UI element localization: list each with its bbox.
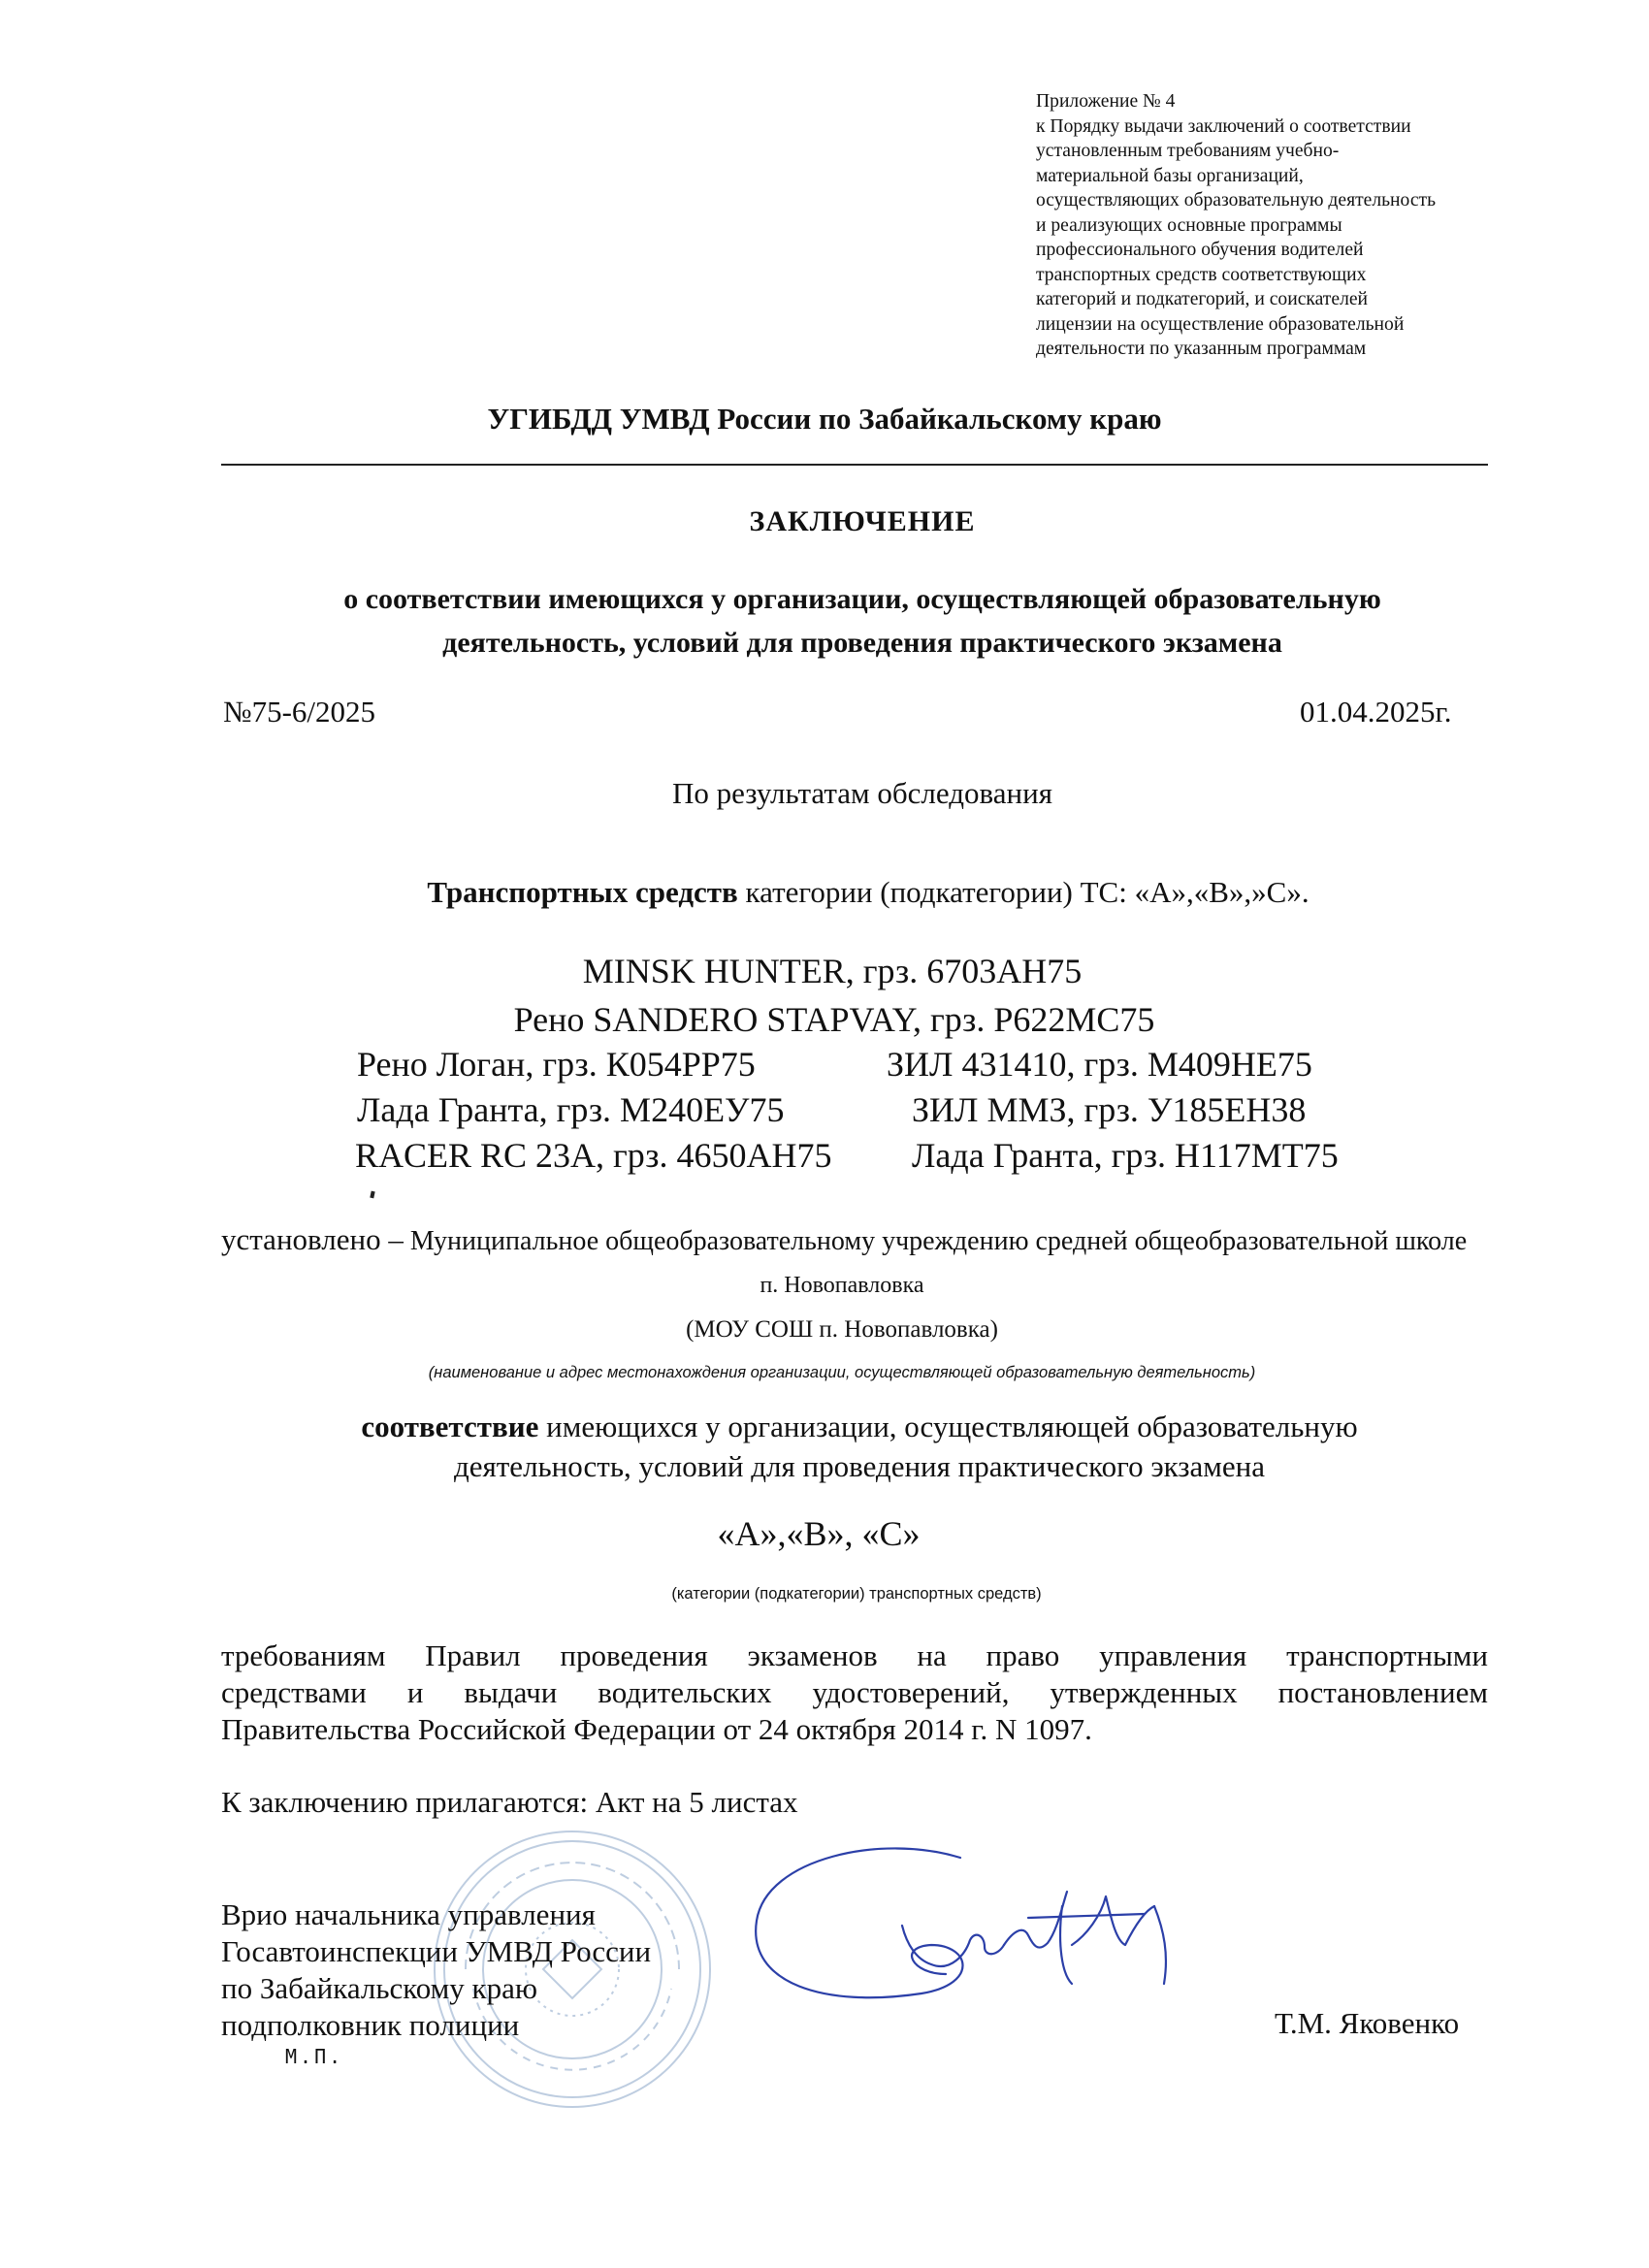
annex-line: лицензии на осуществление образовательной <box>1036 313 1405 335</box>
conformity-line <box>0 1407 1649 1446</box>
annex-line: деятельности по указанным программам <box>1036 339 1367 359</box>
vehicle-entry: RACER RC 23A, грз. 4650АН75 <box>355 1136 832 1175</box>
annex-line: категорий и подкатегорий, и соискателей <box>1036 289 1369 309</box>
stray-mark <box>370 1191 374 1199</box>
annex-line: материальной базы организаций, <box>1036 165 1304 186</box>
vehicle-entry: Лада Гранта, грз. М240ЕУ75 <box>357 1090 785 1129</box>
survey-intro: По результатам обследования <box>672 776 1052 810</box>
vehicle-entry: Рено SANDERO STAPVAY, грз. Р622МС75 <box>513 1000 1155 1039</box>
signer-line: Врио начальника управления <box>221 1897 596 1931</box>
signer-name: Т.М. Яковенко <box>1275 2006 1460 2040</box>
organization-short-name: (МОУ СОШ п. Новопавловка) <box>686 1316 998 1343</box>
signer-line: по Забайкальскому краю <box>221 1971 537 2005</box>
requirements-line: Правительства Российской Федерации от 24 октября 2014 г. N 1097. <box>221 1712 1092 1746</box>
signer-line: подполковник полиции <box>221 2008 520 2042</box>
organization-hint: (наименование и адрес местонахождения организации, осуществляющей образовательную деятельность) <box>428 1364 1256 1381</box>
handwritten-signature <box>737 1838 1203 2071</box>
subtitle-line: деятельность, условий для проведения практического экзамена <box>442 627 1282 659</box>
transport-rest-text: категории (подкатегории) ТС: «А»,«В»,»С». <box>737 875 1310 909</box>
conformity-rest: имеющихся у организации, осуществляющей образовательную <box>538 1409 1358 1443</box>
subtitle-line: о соответствии имеющихся у организации, осуществляющей образовательную <box>343 583 1381 615</box>
requirements-line: средствами и выдачи водительских удостоверений, утвержденных постановлением <box>221 1675 1488 1709</box>
requirements-paragraph <box>221 1637 1488 1748</box>
document-title: ЗАКЛЮЧЕНИЕ <box>749 505 976 537</box>
document-subtitle <box>0 577 1649 664</box>
signer-line: Госавтоинспекции УМВД России <box>221 1934 652 1968</box>
vehicle-entry: MINSK HUNTER, грз. 6703АН75 <box>582 952 1083 990</box>
issuing-authority: УГИБДД УМВД России по Забайкальскому краю <box>487 402 1162 436</box>
annex-line: и реализующих основные программы <box>1036 214 1342 236</box>
annex-line: профессионального обучения водителей <box>1036 240 1364 260</box>
conformity-line: деятельность, условий для проведения практического экзамена <box>453 1449 1266 1483</box>
organization-name: Муниципальное общеобразовательному учреждению средней общеобразовательной школе <box>403 1226 1468 1256</box>
transport-bold-text: Транспортных средств <box>427 875 738 909</box>
annex-line: к Порядку выдачи заключений о соответствии <box>1036 115 1411 137</box>
seal-place-label: М.П. <box>285 2045 344 2068</box>
vehicle-entry: ЗИЛ ММЗ, грз. У185ЕН38 <box>912 1090 1307 1129</box>
established-line <box>221 1222 1467 1257</box>
established-lead: установлено – <box>221 1222 404 1256</box>
vehicle-entry: Лада Гранта, грз. Н117МТ75 <box>912 1136 1339 1175</box>
conformity-statement <box>0 1407 1649 1486</box>
annex-note <box>1036 89 1579 362</box>
vehicle-entry: Рено Логан, грз. К054РР75 <box>357 1045 756 1084</box>
annex-line: установленным требованиям учебно- <box>1036 141 1340 161</box>
vehicle-categories: «А»,«В», «С» <box>717 1514 921 1553</box>
document-number: №75-6/2025 <box>223 695 376 729</box>
transport-category-line <box>0 875 1649 910</box>
attachment-note: К заключению прилагаются: Акт на 5 листах <box>221 1785 798 1819</box>
annex-line: Приложение № 4 <box>1036 91 1176 112</box>
signer-position <box>221 1896 651 2044</box>
vehicle-entry: ЗИЛ 431410, грз. М409НЕ75 <box>887 1045 1312 1084</box>
header-divider <box>221 464 1488 466</box>
document-date: 01.04.2025г. <box>1300 695 1452 729</box>
categories-hint: (категории (подкатегории) транспортных средств) <box>671 1585 1042 1603</box>
requirements-line: требованиям Правил проведения экзаменов на право управления транспортными <box>221 1638 1488 1672</box>
annex-line: осуществляющих образовательную деятельность <box>1036 190 1437 211</box>
organization-place: п. Новопавловка <box>760 1273 924 1298</box>
annex-line: транспортных средств соответствующих <box>1036 264 1367 285</box>
conformity-bold: соответствие <box>361 1409 539 1443</box>
